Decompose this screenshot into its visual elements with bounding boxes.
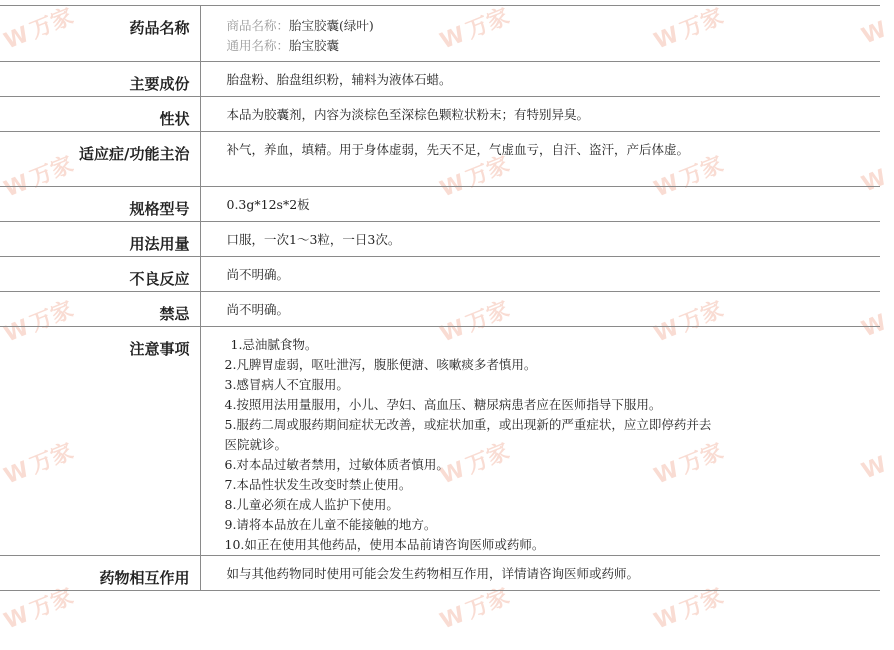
row-value: 本品为胶囊剂，内容为淡棕色至深棕色颗粒状粉末；有特别异臭。 bbox=[200, 97, 880, 132]
generic-name-line bbox=[227, 36, 881, 56]
list-item: 2.凡脾胃虚弱，呕吐泄泻，腹胀便溏、咳嗽痰多者慎用。 bbox=[224, 357, 537, 372]
list-item: 8.儿童必须在成人监护下使用。 bbox=[224, 497, 399, 512]
row-value: 补气，养血，填精。用于身体虚弱，先天不足，气虚血亏，自汗、盗汗，产后体虚。 bbox=[200, 132, 880, 187]
watermark: W bbox=[858, 310, 891, 343]
watermark: W万家 bbox=[436, 4, 514, 55]
row-value: 如与其他药物同时使用可能会发生药物相互作用，详情请咨询医师或药师。 bbox=[200, 556, 880, 591]
row-label: 用法用量 bbox=[0, 222, 200, 257]
row-label: 禁忌 bbox=[0, 292, 200, 327]
list-item: 1.忌油腻食物。 bbox=[230, 337, 318, 352]
watermark: W万家 bbox=[0, 439, 78, 490]
trade-name-value: 胎宝胶囊(绿叶) bbox=[289, 18, 374, 33]
row-label: 注意事项 bbox=[0, 327, 200, 556]
watermark-logo-icon: W bbox=[0, 22, 33, 55]
row-label: 性状 bbox=[0, 97, 200, 132]
watermark: W万家 bbox=[0, 584, 78, 635]
list-item: 10.如正在使用其他药品，使用本品前请咨询医师或药师。 bbox=[224, 537, 545, 552]
watermark: W万家 bbox=[650, 584, 728, 635]
watermark: W bbox=[858, 165, 891, 198]
trade-name-label: 商品名称： bbox=[226, 18, 290, 33]
watermark: W万家 bbox=[0, 297, 78, 348]
table-row bbox=[0, 187, 880, 222]
list-item: 9.请将本品放在儿童不能接触的地方。 bbox=[224, 517, 437, 532]
watermark: W万家 bbox=[650, 152, 728, 203]
row-label: 药物相互作用 bbox=[0, 556, 200, 591]
row-label: 不良反应 bbox=[0, 257, 200, 292]
row-value bbox=[200, 6, 880, 62]
table-row bbox=[0, 257, 880, 292]
list-item: 医院就诊。 bbox=[224, 437, 288, 452]
table-row bbox=[0, 556, 880, 591]
table-row bbox=[0, 327, 880, 556]
row-label: 主要成份 bbox=[0, 62, 200, 97]
table-row bbox=[0, 6, 880, 62]
watermark: W万家 bbox=[0, 152, 78, 203]
trade-name-line bbox=[227, 16, 881, 36]
list-item: 5.服药二周或服药期间症状无改善，或症状加重，或出现新的严重症状，应立即停药并去 bbox=[224, 417, 712, 432]
table-row bbox=[0, 97, 880, 132]
watermark: W万家 bbox=[436, 152, 514, 203]
list-item: 6.对本品过敏者禁用，过敏体质者慎用。 bbox=[224, 457, 449, 472]
row-value: 口服，一次1～3粒，一日3次。 bbox=[200, 222, 880, 257]
watermark: W万家 bbox=[650, 439, 728, 490]
precautions-list bbox=[200, 327, 880, 556]
row-label: 规格型号 bbox=[0, 187, 200, 222]
watermark: W万家 bbox=[436, 297, 514, 348]
row-value: 0.3g*12s*2板 bbox=[200, 187, 880, 222]
watermark: W万家 bbox=[650, 297, 728, 348]
watermark: W bbox=[858, 452, 891, 485]
watermark: W万家 bbox=[436, 584, 514, 635]
generic-name-value: 胎宝胶囊 bbox=[289, 38, 340, 53]
watermark: W万家 bbox=[436, 439, 514, 490]
list-item: 7.本品性状发生改变时禁止使用。 bbox=[224, 477, 412, 492]
row-value: 胎盘粉、胎盘组织粉，辅料为液体石蜡。 bbox=[200, 62, 880, 97]
watermark: W万家 bbox=[650, 4, 728, 55]
table-row bbox=[0, 132, 880, 187]
table-row bbox=[0, 292, 880, 327]
row-label: 适应症/功能主治 bbox=[0, 132, 200, 187]
watermark: W bbox=[858, 17, 891, 50]
row-value: 尚不明确。 bbox=[200, 257, 880, 292]
table-row bbox=[0, 62, 880, 97]
list-item: 4.按照用法用量服用，小儿、孕妇、高血压、糖尿病患者应在医师指导下服用。 bbox=[224, 397, 662, 412]
drug-spec-table bbox=[0, 5, 880, 591]
table-row bbox=[0, 222, 880, 257]
row-value: 尚不明确。 bbox=[200, 292, 880, 327]
generic-name-label: 通用名称： bbox=[226, 38, 290, 53]
row-label: 药品名称 bbox=[0, 6, 200, 62]
list-item: 3.感冒病人不宜服用。 bbox=[224, 377, 349, 392]
watermark: W万家 bbox=[0, 4, 78, 55]
